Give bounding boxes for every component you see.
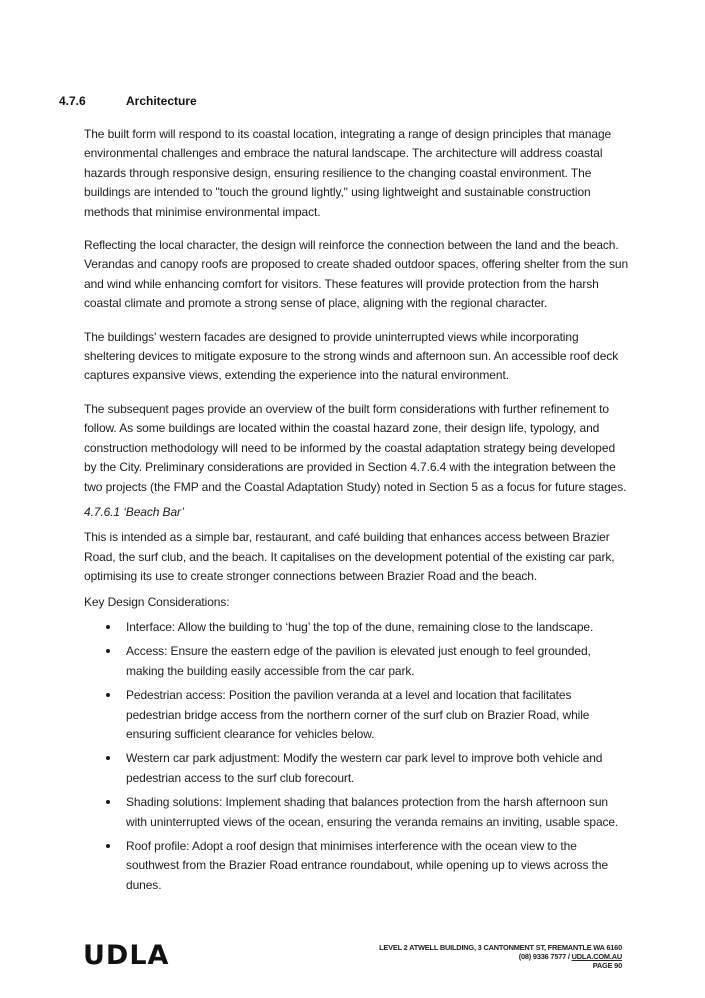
list-item: Shading solutions: Implement shading that balances protection from the harsh afternoon sun with uninterrupted views of the ocean, ensuring the veranda remains an inviting, usable space. xyxy=(84,793,629,832)
bullet-icon xyxy=(106,649,110,653)
section-title: Architecture xyxy=(126,94,197,108)
subsection-heading: 4.7.6.1 ‘Beach Bar’ xyxy=(84,504,184,519)
footer-contact xyxy=(379,943,622,970)
section-heading xyxy=(59,94,197,108)
paragraph-local-character: Reflecting the local character, the design will reinforce the connection between the land and the beach. Verandas and canopy roofs are proposed to create shaded outdoor spaces, offering shelter from the sun and wind while enhancing comfort for visitors. These features will provide protection from the harsh coastal climate and promote a strong sense of place, aligning with the regional character. xyxy=(84,238,629,311)
footer-phone: (08) 9336 7577 xyxy=(518,952,567,961)
footer-address: LEVEL 2 ATWELL BUILDING, 3 CANTONMENT ST, FREMANTLE WA 6160 xyxy=(379,943,622,952)
footer-separator: / xyxy=(567,952,572,961)
bullet-icon xyxy=(106,625,110,629)
list-item: Access: Ensure the eastern edge of the pavilion is elevated just enough to feel grounded, making the building easily accessible from the car park. xyxy=(84,642,629,681)
bullet-icon xyxy=(106,800,110,804)
paragraph-intro: The built form will respond to its coastal location, integrating a range of design principles that manage environmental challenges and embrace the natural landscape. The architecture will address coastal hazards through responsive design, ensuring resilience to the changing coastal environment. The buildings are intended to "touch the ground lightly," using lightweight and sustainable construction methods that minimise environmental impact. xyxy=(84,127,612,219)
udla-logo: UDLA xyxy=(83,940,170,971)
footer-website-link[interactable]: UDLA.COM.AU xyxy=(571,952,622,961)
bullet-icon xyxy=(106,693,110,697)
list-item: Western car park adjustment: Modify the western car park level to improve both vehicle and pedestrian access to the surf club forecourt. xyxy=(84,749,629,788)
page-number: PAGE 90 xyxy=(592,961,622,970)
bullet-icon xyxy=(106,756,110,760)
bullet-icon xyxy=(106,844,110,848)
list-item: Pedestrian access: Position the pavilion veranda at a level and location that facilitates pedestrian bridge access from the northern corner of the surf club on Brazier Road, while ensuring sufficient clearance for vehicles below. xyxy=(84,686,629,744)
list-item: Roof profile: Adopt a roof design that minimises interference with the ocean view to the southwest from the Brazier Road entrance roundabout, while opening up to views across the dunes. xyxy=(84,837,629,895)
list-item: Interface: Allow the building to ‘hug’ the top of the dune, remaining close to the landscape. xyxy=(84,618,629,637)
design-considerations-list xyxy=(84,618,629,895)
paragraph-subsequent-pages: The subsequent pages provide an overview of the built form considerations with further refinement to follow. As some buildings are located within the coastal hazard zone, their design life, typology, and construction methodology will need to be informed by the coastal adaptation strategy being developed by the City. Preliminary considerations are provided in Section 4.7.6.4 with the integration between the two projects (the FMP and the Coastal Adaptation Study) noted in Section 5 as a focus for future stages. xyxy=(84,401,627,494)
paragraph-western-facades: The buildings' western facades are designed to provide uninterrupted views while incorporating sheltering devices to mitigate exposure to the strong winds and afternoon sun. An accessible roof deck captures expansive views, extending the experience into the natural environment. xyxy=(84,329,619,383)
subsection-intro: This is intended as a simple bar, restaurant, and café building that enhances access between Brazier Road, the surf club, and the beach. It capitalises on the development potential of the existing car park, optimising its use to create stronger connections between Brazier Road and the beach. xyxy=(84,530,615,584)
body-text xyxy=(84,125,629,900)
section-number: 4.7.6 xyxy=(59,94,86,108)
list-label: Key Design Considerations: xyxy=(84,594,230,609)
footer-phone-web xyxy=(379,952,622,961)
